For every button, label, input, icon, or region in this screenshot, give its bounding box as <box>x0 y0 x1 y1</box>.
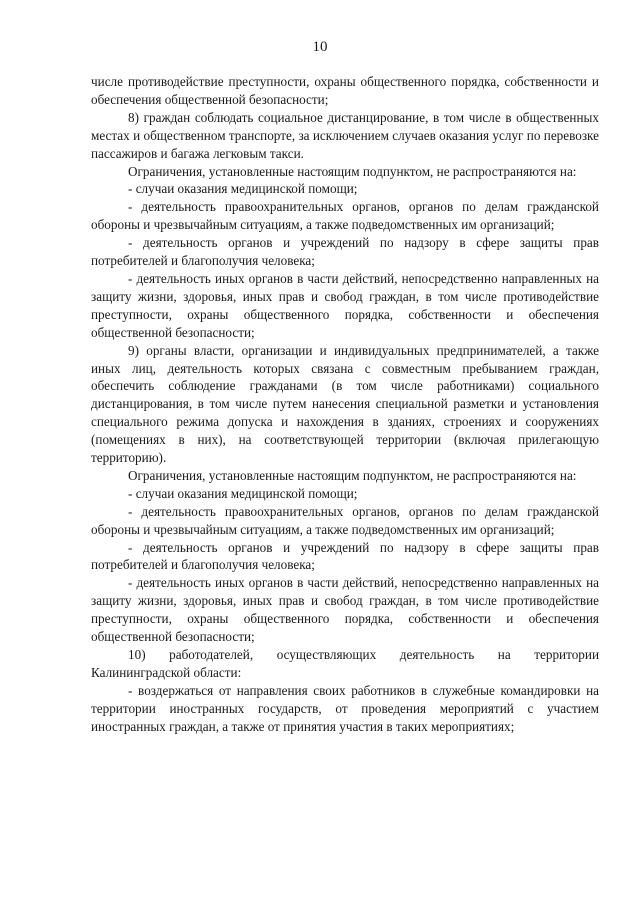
list-item: - деятельность органов и учреждений по надзору в сфере защиты прав потребителей и благополучия человека; <box>91 235 599 269</box>
paragraph: Ограничения, установленные настоящим подпунктом, не распространяются на: <box>128 163 577 179</box>
paragraph: Ограничения, установленные настоящим подпунктом, не распространяются на: <box>128 467 577 483</box>
paragraph: 10) работодателей, осуществляющих деятельность на территории Калининградской области: <box>91 647 599 680</box>
page-number: 10 <box>312 39 328 55</box>
list-item: - воздержаться от направления своих работников в служебные командировки на территории иностранных государств, от проведения мероприятий с участием иностранных граждан, а также от принятия участия в таких мероприятиях; <box>91 682 599 734</box>
list-item: - деятельность иных органов в части действий, непосредственно направленных на защиту жизни, здоровья, иных прав и свобод граждан, в том числе противодействие преступности, охраны общественного порядка, собственности и обеспечения общественной безопасности; <box>91 270 599 340</box>
list-item: - деятельность правоохранительных органов, органов по делам гражданской обороны и чрезвычайным ситуациям, а также подведомственных им организаций; <box>91 503 599 537</box>
list-item: - деятельность правоохранительных органов, органов по делам гражданской обороны и чрезвычайным ситуациям, а также подведомственных им организаций; <box>91 199 599 233</box>
paragraph: числе противодействие преступности, охраны общественного порядка, собственности и обеспечения общественной безопасности; <box>91 74 599 107</box>
document-body <box>91 73 599 736</box>
list-item: - деятельность органов и учреждений по надзору в сфере защиты прав потребителей и благополучия человека; <box>91 539 599 573</box>
paragraph: 8) граждан соблюдать социальное дистанцирование, в том числе в общественных местах и общественном транспорте, за исключением случаев оказания услуг по перевозке пассажиров и багажа легковым такси. <box>91 109 599 161</box>
list-item: - деятельность иных органов в части действий, непосредственно направленных на защиту жизни, здоровья, иных прав и свобод граждан, в том числе противодействие преступности, охраны общественного порядка, собственности и обеспечения общественной безопасности; <box>91 575 599 645</box>
list-item: - случаи оказания медицинской помощи; <box>128 485 358 501</box>
paragraph: 9) органы власти, организации и индивидуальных предпринимателей, а также иных лиц, деятельность которых связана с совместным пребыванием граждан, обеспечить соблюдение гражданами (в том числе работниками) социального дистанцирования, в том числе путем нанесения специальной разметки и установления специального режима допуска и нахождения в зданиях, строениях и сооружениях (помещениях в них), на соответствующей территории (включая прилегающую территорию). <box>91 342 599 466</box>
list-item: - случаи оказания медицинской помощи; <box>128 181 358 197</box>
